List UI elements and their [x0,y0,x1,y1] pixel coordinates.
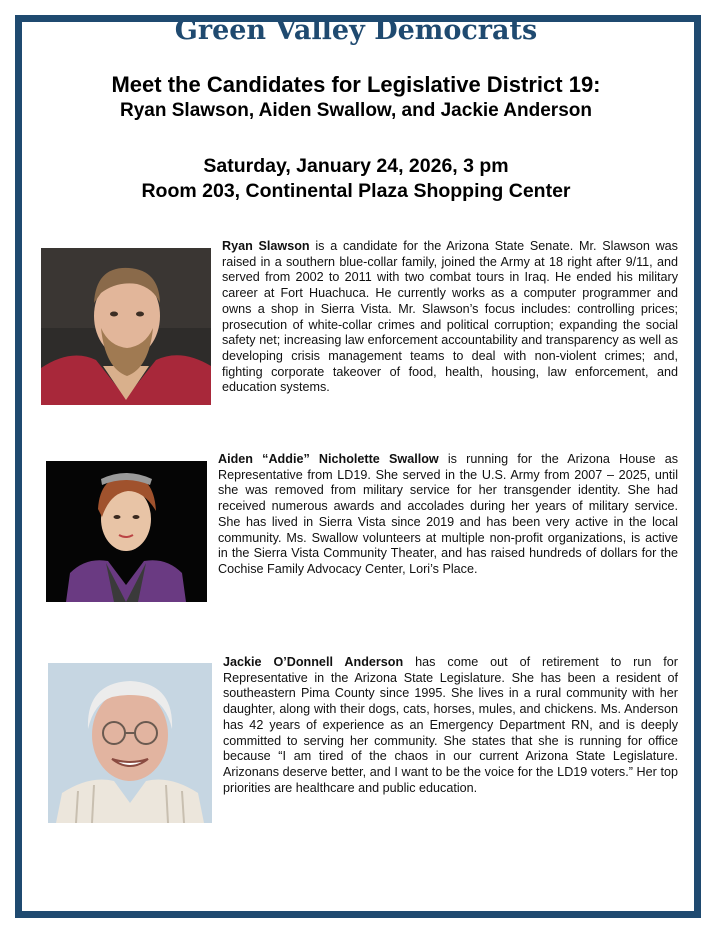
candidate-name-jackie: Jackie O’Donnell Anderson [223,655,404,669]
candidate-photo-jackie [48,663,212,823]
headline: Meet the Candidates for Legislative District 19: [111,72,601,97]
subheadline: Ryan Slawson, Aiden Swallow, and Jackie Anderson [120,100,592,121]
candidate-bio-jackie [223,655,678,796]
candidate-photo-aiden [46,461,207,602]
candidate-name-aiden: Aiden “Addie” Nicholette Swallow [218,452,439,466]
candidate-bio-text-aiden: is running for the Arizona House as Representative from LD19. She served in the U.S. Army from 2007 – 2025, until she was removed from military service for her transgender identity. She had received numerous awards and accolades during her years of military service. She has lived in Sierra Vista since 2019 and has been very active in the local community. Ms. Swallow volunteers at multiple non-profit organizations, is active in the Sierra Vista Community Theater, and has raised hundreds of dollars for the Cochise Family Advocacy Center, Lori’s Place. [218,452,679,576]
candidate-name-ryan: Ryan Slawson [222,239,310,253]
event-date-time: Saturday, January 24, 2026, 3 pm [203,155,509,177]
event-location: Room 203, Continental Plaza Shopping Center [141,180,571,202]
candidate-bio-ryan [222,239,678,396]
candidate-photo-ryan [41,248,211,405]
candidate-bio-text-ryan: is a candidate for the Arizona State Senate. Mr. Slawson was raised in a southern blue-collar family, joined the Army at 18 right after 9/11, and served from 2002 to 2011 with two combat tours in Iraq. He ended his military career at Fort Huachuca. He currently works as a computer programmer and owns a shop in Sierra Vista. Mr. Slawson’s focus includes: controlling prices; prosecution of white-collar crimes and political corruption; expanding the social safety net; increasing law enforcement accountability and transparency as well as developing crisis management teams to deal with non-violent crimes; and, fighting corporate takeover of food, health, housing, law enforcement, and education systems. [222,239,678,395]
candidate-bio-text-jackie: has come out of retirement to run for Representative in the Arizona State Legislature. She has been a resident of southeastern Pima County since 1995. She lives in a rural community with her daughter, along with their dogs, cats, horses, mules, and chickens. Ms. Anderson has 42 years of experience as an Emergency Department RN, and is deeply committed to serving her community. She states that she is running for office because “I am tired of the chaos in our current Arizona State Legislature. Arizonans deserve better, and I want to be the voice for the LD19 voters.” Her top priorities are healthcare and public education. [223,655,678,795]
organization-title: Green Valley Democrats [174,15,538,46]
candidate-bio-aiden [218,452,678,578]
